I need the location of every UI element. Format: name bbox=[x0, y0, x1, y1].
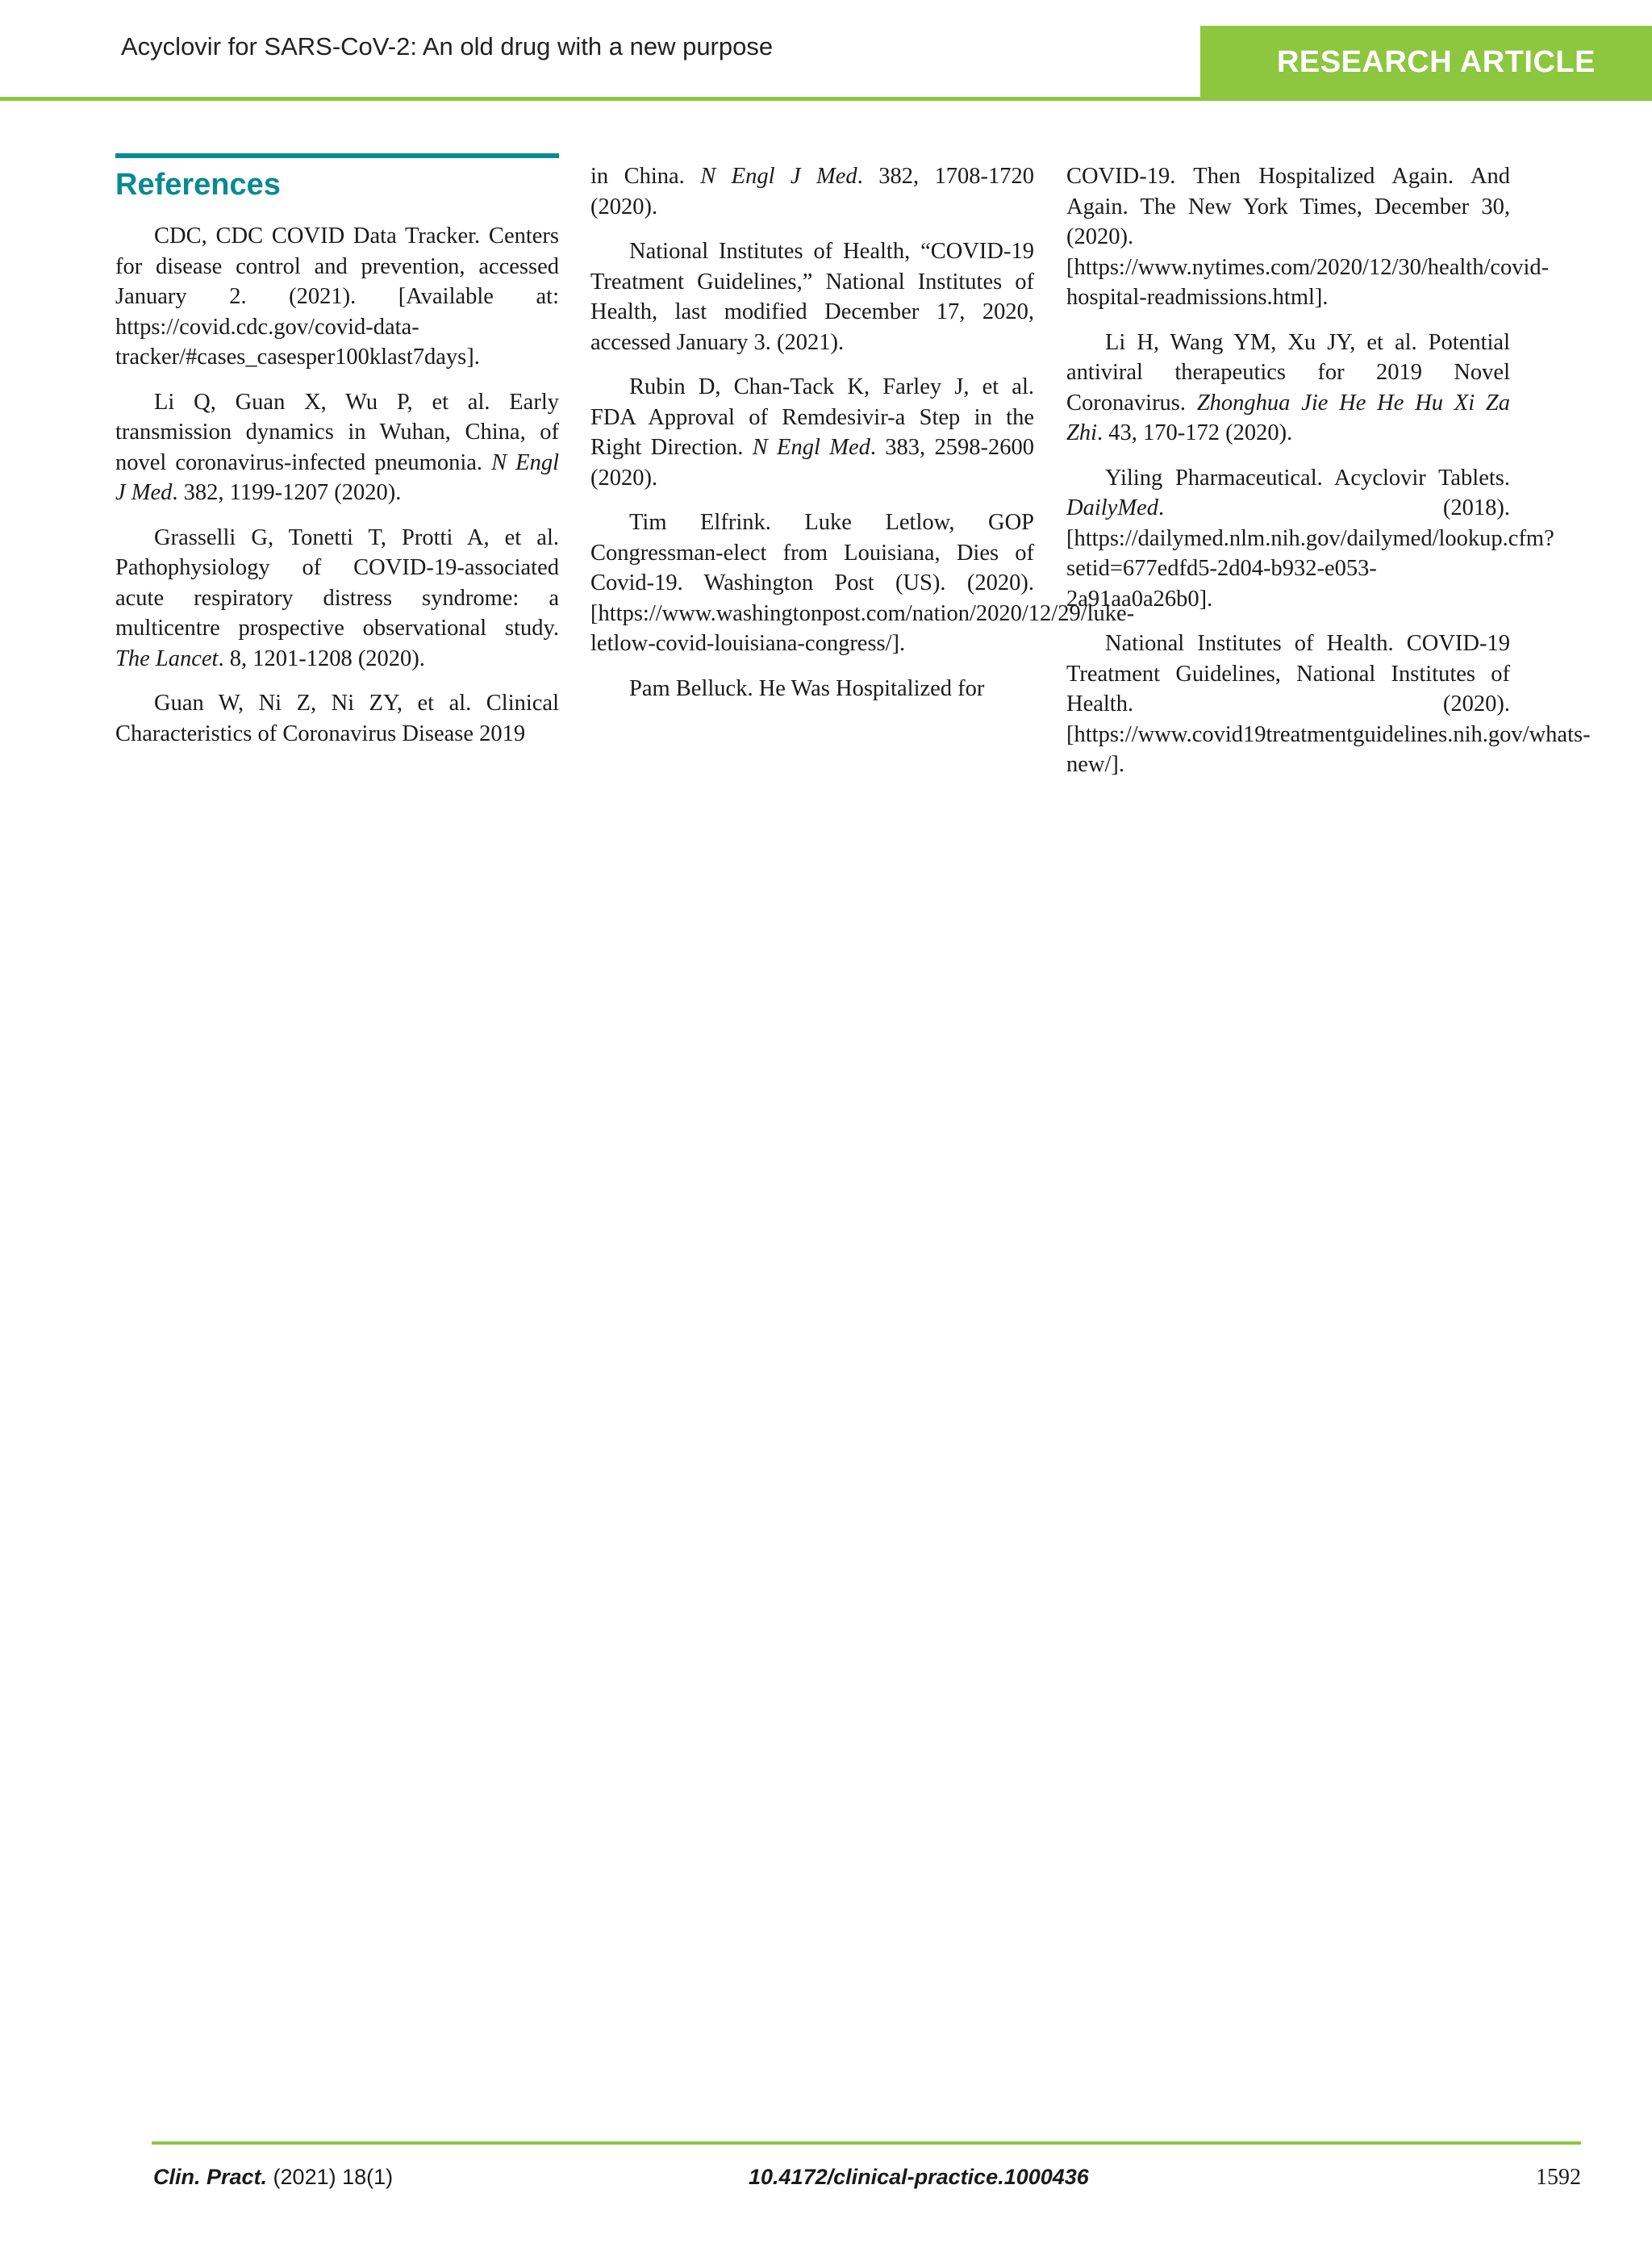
reference-text: in China. bbox=[590, 164, 701, 189]
reference-item: Guan W, Ni Z, Ni ZY, et al. Clinical Characteristics of Coronavirus Disease 2019 bbox=[115, 691, 559, 746]
reference-text: Rubin D, Chan-Tack K, Farley J, et al. FDA Approval of Remdesivir-a Step in the Right Direction. bbox=[590, 374, 1034, 460]
page-number: 1592 bbox=[1536, 2165, 1581, 2190]
references-column-3 bbox=[1066, 161, 1591, 795]
reference-item: Tim Elfrink. Luke Letlow, GOP Congressman-elect from Louisiana, Dies of Covid-19. Washington Post (US). (2020). [https://www.washingtonpost.com/nation/2020/12/29/luke-letlow-covid-louisiana-congress/]. bbox=[590, 510, 1135, 656]
reference-item bbox=[115, 387, 559, 508]
reference-item: CDC, CDC COVID Data Tracker. Centers for disease control and prevention, accessed January 2. (2021). [Available at: https://covid.cdc.gov/covid-data-tracker/#cases_casesper100klast7days]. bbox=[115, 223, 559, 370]
reference-text: Li Q, Guan X, Wu P, et al. Early transmission dynamics in Wuhan, China, of novel coronavirus-infected pneumonia. bbox=[115, 389, 559, 475]
reference-journal: DailyMed bbox=[1066, 495, 1158, 520]
reference-journal: The Lancet bbox=[115, 645, 219, 671]
reference-item: National Institutes of Health. COVID-19 Treatment Guidelines, National Institutes of Health. (2020). [https://www.covid19treatmentguidelines.nih.gov/whats-new/]. bbox=[1066, 631, 1591, 777]
footer-divider bbox=[152, 2141, 1581, 2145]
reference-text: Grasselli G, Tonetti T, Protti A, et al. Pathophysiology of COVID-19-associated acute respiratory distress syndrome: a multicentre prospective observational study. bbox=[115, 524, 559, 641]
article-type-label: RESEARCH ARTICLE bbox=[1276, 44, 1596, 79]
reference-text: Yiling Pharmaceutical. Acyclovir Tablets. bbox=[1105, 465, 1510, 491]
reference-journal: N Engl Med bbox=[752, 435, 870, 460]
reference-text: . 382, 1199-1207 (2020). bbox=[172, 480, 402, 505]
journal-issue: (2021) 18(1) bbox=[267, 2165, 394, 2189]
reference-text: . 8, 1201-1208 (2020). bbox=[218, 645, 425, 671]
reference-journal: N Engl J Med bbox=[115, 449, 559, 505]
reference-item bbox=[1066, 328, 1510, 449]
doi: 10.4172/clinical-practice.1000436 bbox=[749, 2165, 1089, 2189]
reference-journal: N Engl J Med bbox=[700, 164, 857, 189]
reference-item bbox=[590, 161, 1034, 222]
reference-journal: Zhonghua Jie He He Hu Xi Za Zhi bbox=[1066, 390, 1510, 445]
reference-item bbox=[115, 523, 559, 675]
references-column-1 bbox=[115, 153, 559, 763]
reference-item: Pam Belluck. He Was Hospitalized for bbox=[629, 675, 985, 701]
reference-text: . (2018). [https://dailymed.nlm.nih.gov/dailymed/lookup.cfm?setid=677edfd5-2d04-b932-e053-2a91aa0a26b0]. bbox=[1066, 495, 1554, 612]
references-heading: References bbox=[115, 168, 281, 202]
reference-item: COVID-19. Then Hospitalized Again. And Again. The New York Times, December 30, (2020). [https://www.nytimes.com/2020/12/30/health/covid-hospital-readmissions.html]. bbox=[1066, 164, 1550, 310]
reference-item: National Institutes of Health, “COVID-19 Treatment Guidelines,” National Institutes of Health, last modified December 17, 2020, accessed January 3. (2021). bbox=[590, 239, 1034, 355]
header-divider bbox=[0, 97, 1652, 101]
reference-text: . 382, 1708-1720 (2020). bbox=[590, 164, 1034, 219]
journal-citation bbox=[153, 2165, 393, 2190]
running-title: Acyclovir for SARS-CoV-2: An old drug with a new purpose bbox=[121, 32, 774, 61]
reference-text: Li H, Wang YM, Xu JY, et al. Potential antiviral therapeutics for 2019 Novel Coronavirus. bbox=[1066, 329, 1510, 416]
journal-name: Clin. Pract. bbox=[153, 2165, 268, 2189]
reference-item bbox=[1066, 463, 1554, 615]
reference-text: . 43, 170-172 (2020). bbox=[1097, 420, 1293, 445]
article-type-badge bbox=[1200, 26, 1652, 98]
reference-text: . 383, 2598-2600 (2020). bbox=[590, 435, 1034, 491]
reference-item bbox=[590, 372, 1034, 493]
references-heading-rule bbox=[115, 153, 559, 158]
